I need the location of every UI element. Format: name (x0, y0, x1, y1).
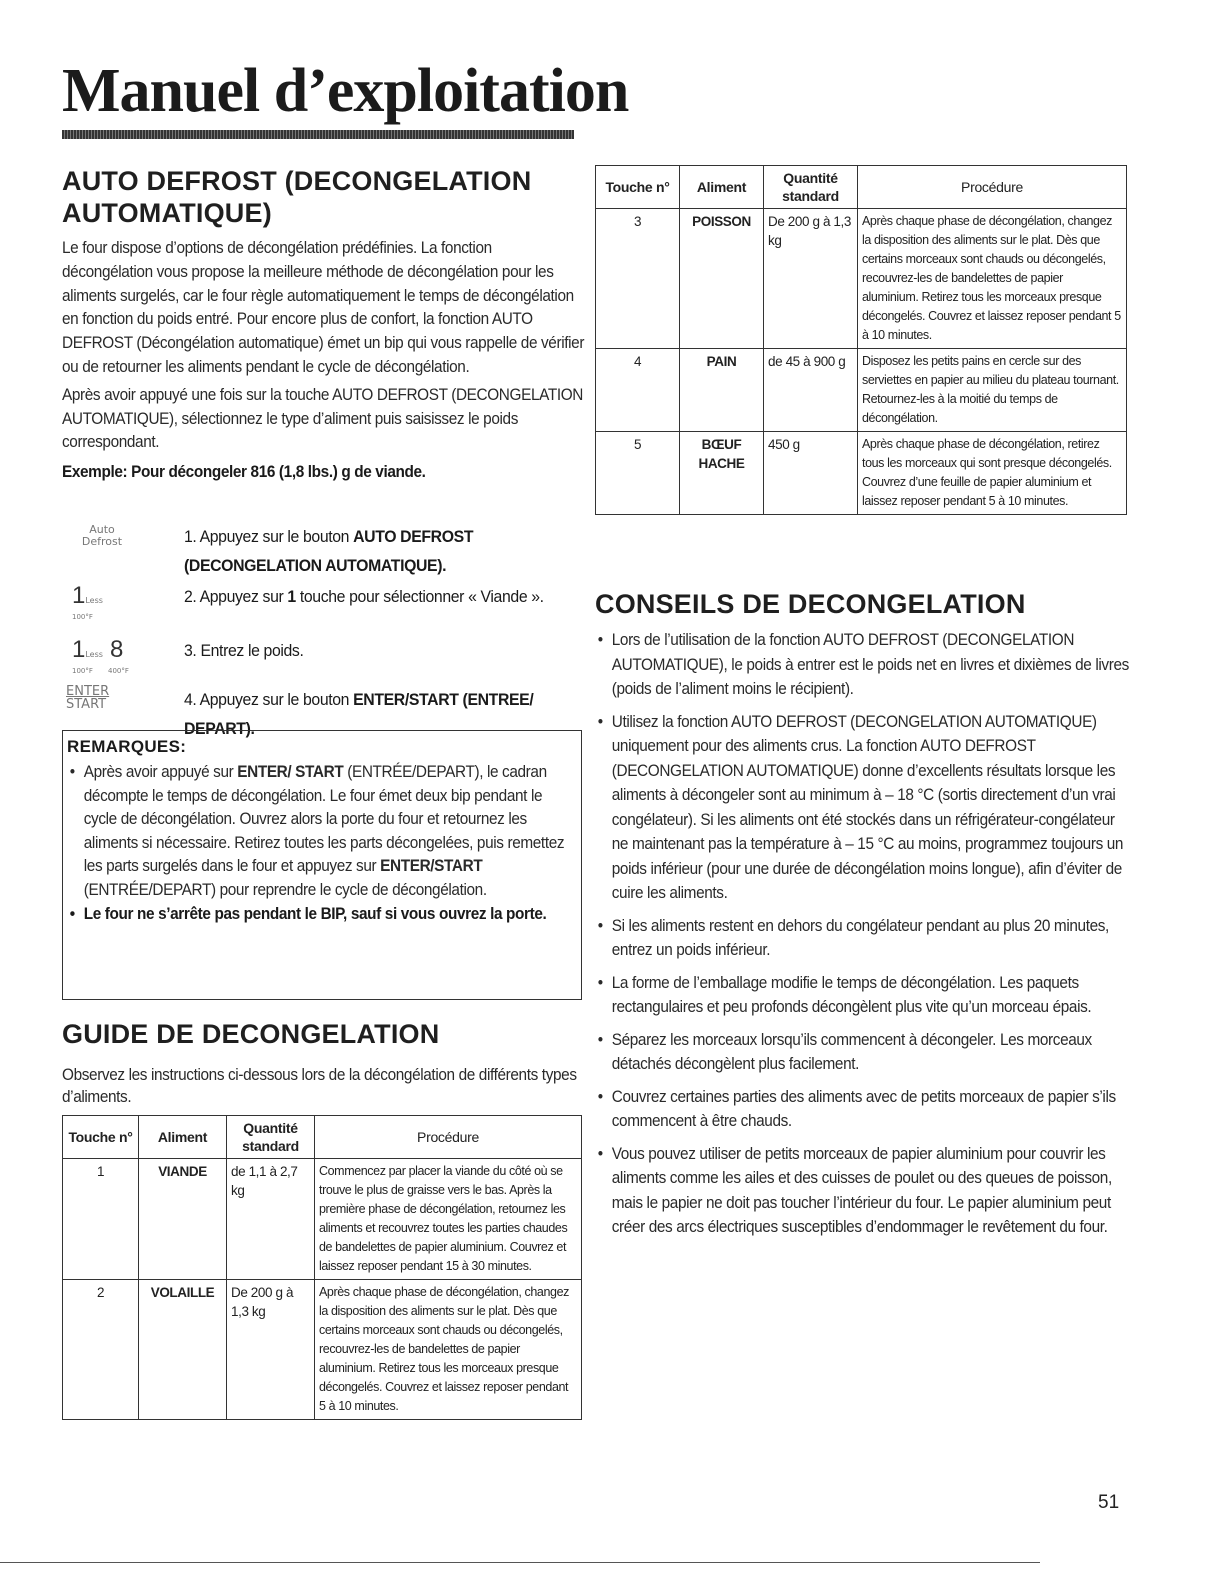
one-eight-keys-icon: 1Less 8 $^{100^\circ F}$ $^{400^\circ F}$ (72, 636, 129, 675)
step-2 (62, 582, 582, 642)
title-underline (62, 130, 574, 139)
tip-item: • Si les aliments restent en dehors du congélateur pendant au plus 20 minutes, entrez un poids inférieur. (595, 914, 1129, 963)
auto-defrost-para2: Après avoir appuyé une fois sur la touche AUTO DEFROST (DECONGELATION AUTOMATIQUE), sélectionnez le type d’aliment puis saisissez le poids correspondant. (62, 385, 584, 452)
remarks-item-1: • Après avoir appuyé sur ENTER/ START (ENTRÉE/DEPART), le cadran décompte le temps de décongélation. Le four émet deux bip pendant le cycle de décongélation. Ouvrez alors la porte du four et retournez les aliments si nécessaire. Retirez toutes les parts décongelées, puis remettez les parts surgelés dans le four et appuyez sur ENTER/START (ENTRÉE/DEPART) pour reprendre le cycle de décongélation. (67, 761, 573, 903)
auto-defrost-para1: Le four dispose d’options de décongélation prédéfinies. La fonction décongélation vous propose la meilleure méthode de décongélation pour les aliments surgelés, car le four règle automatiquement le temps de décongélation en fonction du poids entré. Pour encore plus de confort, la fonction AUTO DEFROST (Décongélation automatique) émet un bip qui vous rappelle de vérifier ou de retourner les aliments pendant le cycle de décongélation. (62, 239, 585, 376)
bottom-divider (0, 1562, 1040, 1563)
tip-item: • Séparez les morceaux lorsqu’ils commencent à décongeler. Les morceaux détachés décongèlent plus facilement. (595, 1028, 1129, 1077)
page-number: 51 (1098, 1492, 1120, 1513)
tip-item: • Lors de l’utilisation de la fonction AUTO DEFROST (DECONGELATION AUTOMATIQUE), le poids à entrer est le poids net en livres et dixièmes de livres (poids de l’aliment moins le récipient). (595, 628, 1129, 702)
header-food: Aliment (680, 166, 764, 209)
auto-defrost-section (62, 165, 585, 483)
step-1 (62, 522, 582, 582)
auto-defrost-heading (62, 165, 582, 229)
header-qty: Quantité standard (227, 1116, 315, 1159)
tip-item: • Utilisez la fonction AUTO DEFROST (DECONGELATION AUTOMATIQUE) uniquement pour des aliments crus. La fonction AUTO DEFROST (DECONGELATION AUTOMATIQUE) donne d’excellents résultats lorsque les aliments à décongeler sont au minimum à – 18 °C (sortis directement d’un vrai congélateur). Si les aliments ont été stockés dans un réfrigérateur-congélateur ne maintenant pas la température à – 15 °C au moins, programmez toujours un poids inférieur (pour une durée de décongélation moins longue), afin d’éviter de cuire les aliments. (595, 710, 1129, 906)
guide-section (62, 1018, 582, 1108)
step-4-text: 4. Appuyez sur le bouton ENTER/START (ENTREE/ DEPART). (184, 690, 534, 738)
auto-defrost-heading-line1: AUTO DEFROST (DECONGELATION (62, 166, 532, 196)
guide-table-right-wrap (595, 165, 1127, 515)
step-3-text: 3. Entrez le poids. (184, 641, 304, 660)
remarks-title: REMARQUES: (67, 737, 187, 756)
auto-defrost-heading-line2: AUTOMATIQUE) (62, 198, 272, 228)
guide-heading: GUIDE DE DECONGELATION (62, 1019, 440, 1049)
header-key: Touche n° (596, 166, 680, 209)
header-proc: Procédure (858, 166, 1127, 209)
guide-intro: Observez les instructions ci-dessous lors de la décongélation de différents types d’aliments. (62, 1066, 577, 1106)
enter-start-key-icon: ENTER START (66, 684, 110, 712)
example-line: Exemple: Pour décongeler 816 (1,8 lbs.) g de viande. (62, 463, 426, 482)
table-row: 1 VIANDE de 1,1 à 2,7 kg Commencez par placer la viande du côté où se trouve le plus de graisse vers le bas. Après la première phase de décongélation, retournez les aliments et recouvrez toutes les parties chaudes de bandelettes de papier aluminium. Couvrez et laissez reposer pendant 15 à 30 minutes. (63, 1159, 582, 1280)
tip-item: • Couvrez certaines parties des aliments avec de petits morceaux de papier s’ils commencent à être chauds. (595, 1085, 1129, 1134)
guide-table-right (595, 165, 1127, 515)
tip-item: • Vous pouvez utiliser de petits morceaux de papier aluminium pour couvrir les aliments comme les ailes et des cuisses de poulet ou des queues de poisson, mais le papier ne doit pas toucher l’intérieur du four. Le papier aluminium peut créer des arcs électriques susceptibles d’endommager le revêtement du four. (595, 1142, 1129, 1240)
guide-table-header (63, 1116, 582, 1159)
table-row: 3 POISSON De 200 g à 1,3 kg Après chaque phase de décongélation, changez la disposition des aliments sur le plat. Dès que certains morceaux sont chauds ou décongelés, recouvrez-les de bandelettes de papier aluminium. Retirez tous les morceaux presque décongelés. Couvrez et laissez reposer pendant 5 à 10 minutes. (596, 209, 1127, 349)
tips-heading: CONSEILS DE DECONGELATION (595, 589, 1026, 619)
page-title: Manuel d’exploitation (62, 57, 629, 125)
guide-table-header (596, 166, 1127, 209)
tips-section (595, 588, 1127, 1248)
remarks-box (62, 730, 582, 1000)
step-2-text: 2. Appuyez sur 1 touche pour sélectionner « Viande ». (184, 587, 544, 606)
table-row: 2 VOLAILLE De 200 g à 1,3 kg Après chaque phase de décongélation, changez la disposition des aliments sur le plat. Dès que certains morceaux sont chauds ou décongelés, recouvrez-les de bandelettes de papier aluminium. Retirez tous les morceaux presque décongelés. Couvrez et laissez reposer pendant 5 à 10 minutes. (63, 1280, 582, 1420)
table-row: 4 PAIN de 45 à 900 g Disposez les petits pains en cercle sur des serviettes en papier au milieu du plateau tournant. Retournez-les à la moitié du temps de décongélation. (596, 349, 1127, 432)
header-food: Aliment (139, 1116, 227, 1159)
remarks-item-2: • Le four ne s’arrête pas pendant le BIP, sauf si vous ouvrez la porte. (67, 903, 573, 927)
auto-defrost-key-icon: Auto Defrost (81, 523, 123, 548)
header-proc: Procédure (315, 1116, 582, 1159)
header-qty: Quantité standard (764, 166, 858, 209)
tip-item: • La forme de l’emballage modifie le temps de décongélation. Les paquets rectangulaires et peu profonds décongèlent plus vite qu’un morceau épais. (595, 971, 1129, 1020)
table-row: 5 BŒUF HACHE 450 g Après chaque phase de décongélation, retirez tous les morceaux qui sont presque décongelés. Couvrez d’une feuille de papier aluminium et laissez reposer pendant 5 à 10 minutes. (596, 432, 1127, 515)
step-1-text: 1. Appuyez sur le bouton AUTO DEFROST (DECONGELATION AUTOMATIQUE). (184, 527, 474, 575)
header-key: Touche n° (63, 1116, 139, 1159)
one-less-key-icon: 1Less $^{100^\circ F}$ (72, 582, 103, 621)
guide-table-left-wrap (62, 1115, 582, 1420)
guide-table-left (62, 1115, 582, 1420)
